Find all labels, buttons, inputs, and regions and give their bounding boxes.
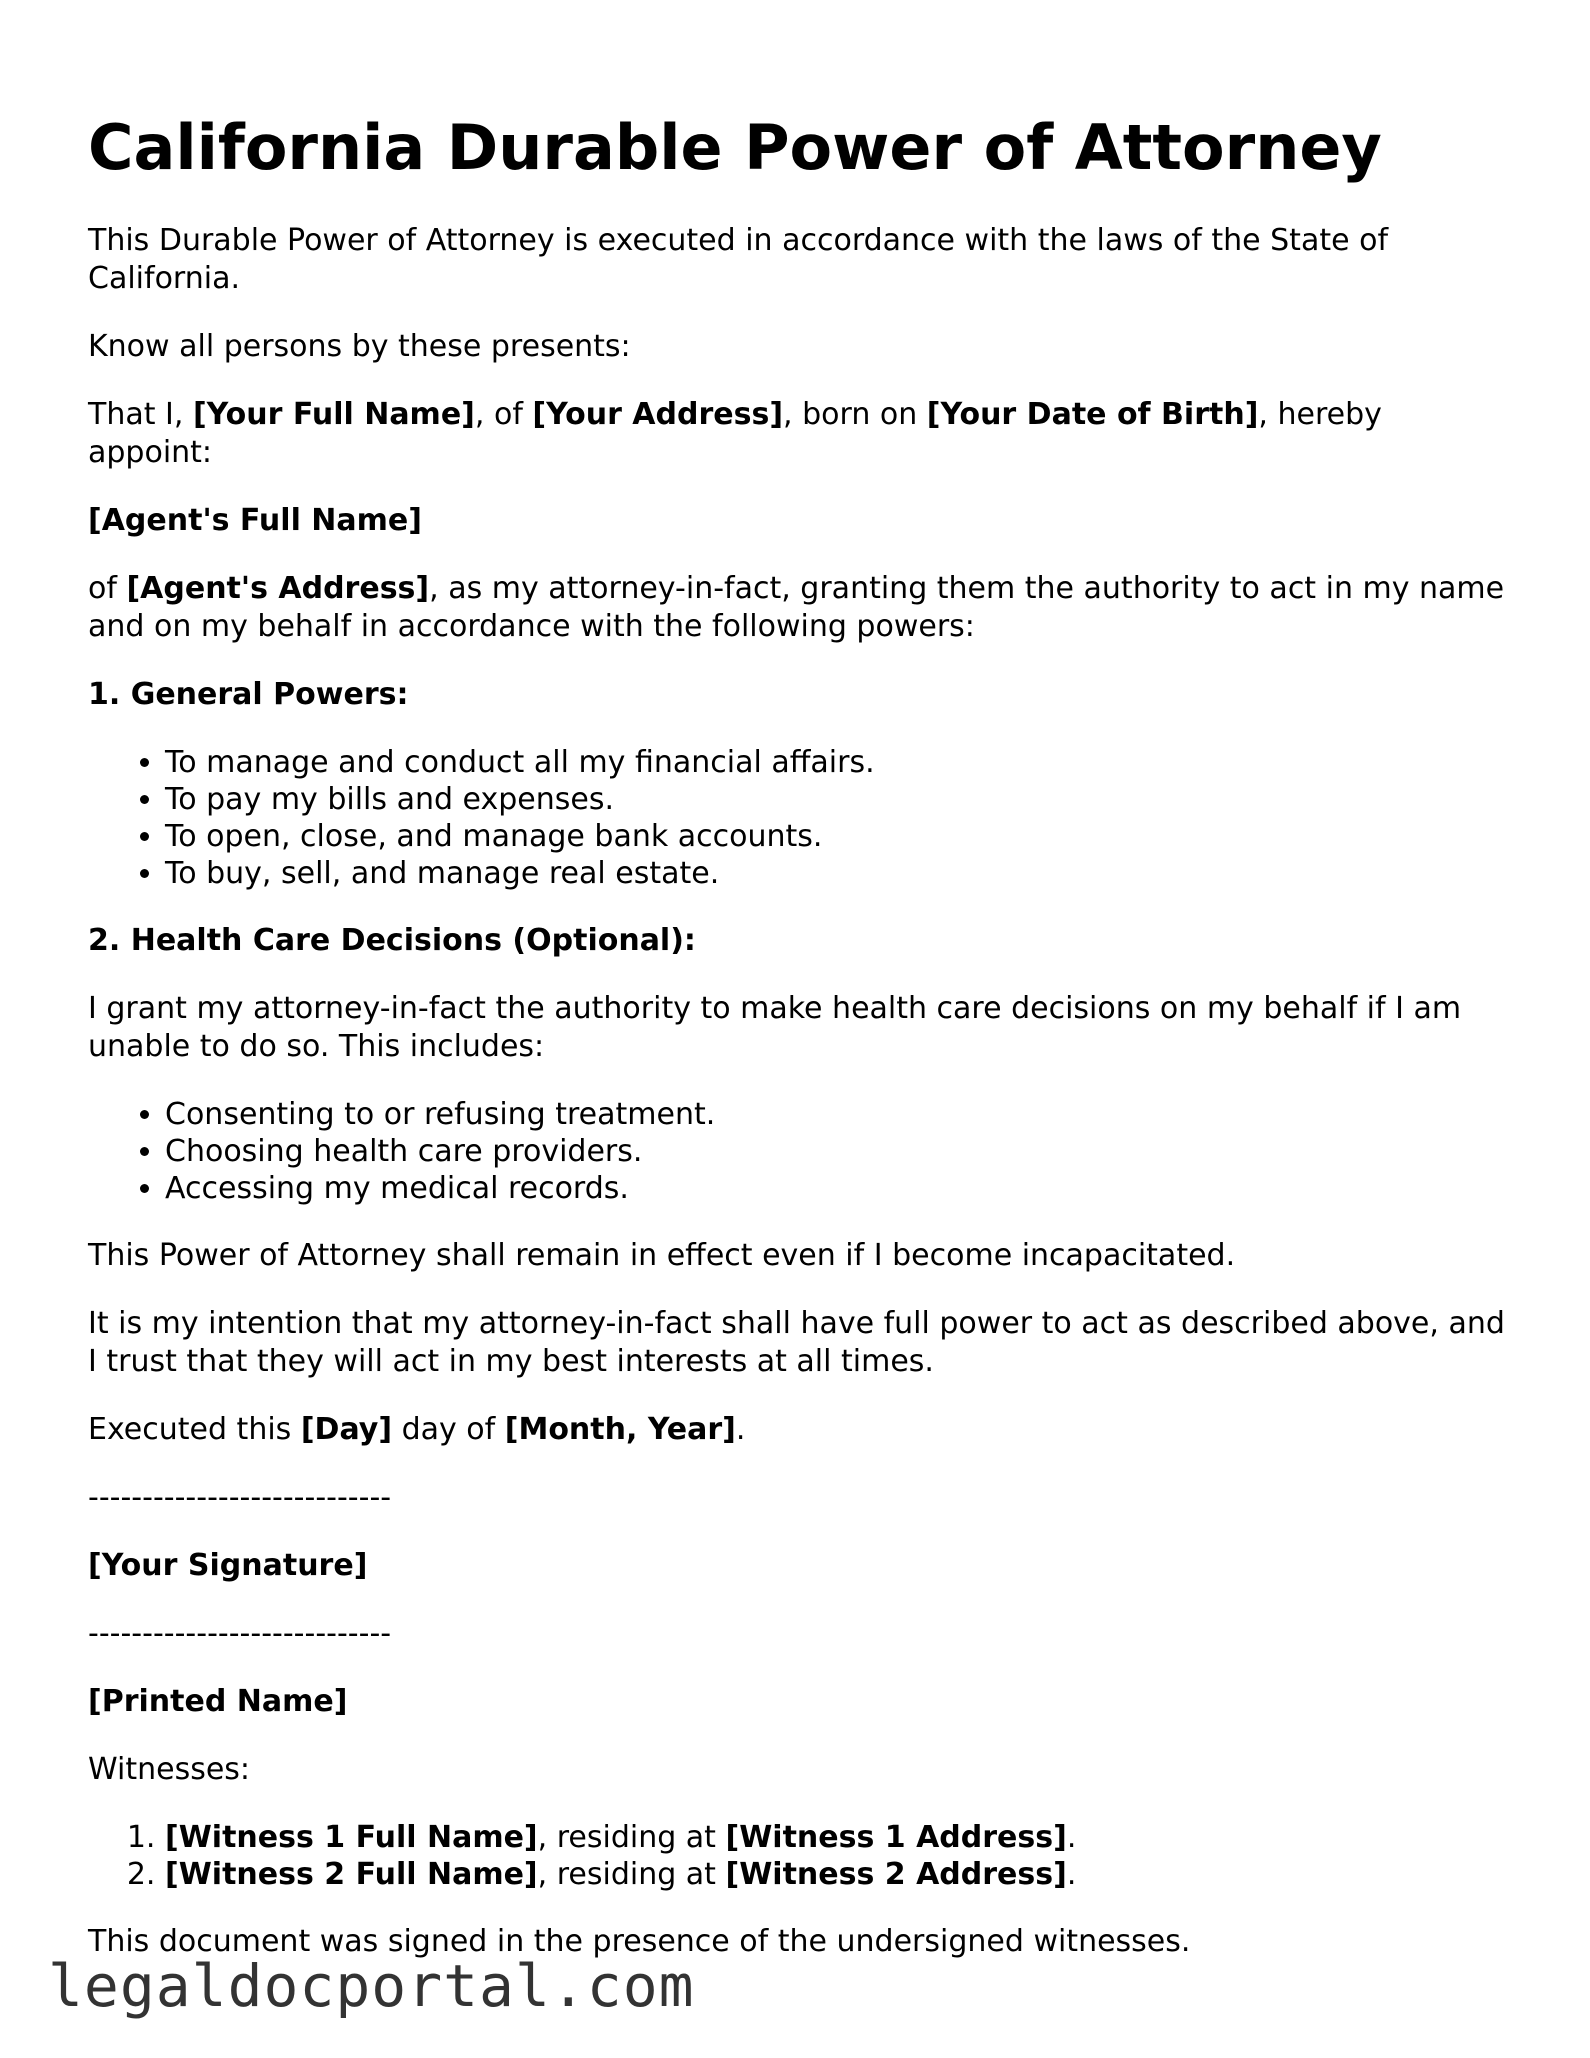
list-item: • To buy, sell, and manage real estate. <box>165 855 1508 892</box>
watermark: legaldocportal.com <box>48 1952 695 2020</box>
agent-paragraph <box>88 570 1508 646</box>
intro-paragraph: This Durable Power of Attorney is executed in accordance with the laws of the State of California. <box>88 223 1389 296</box>
effect-paragraph: This Power of Attorney shall remain in effect even if I become incapacitated. <box>88 1238 1236 1273</box>
know-all-paragraph: Know all persons by these presents: <box>88 329 631 364</box>
general-powers-list <box>88 744 1508 892</box>
closing-paragraph: This document was signed in the presence of the undersigned witnesses. <box>88 1924 1191 1959</box>
month-year-placeholder: [Month, Year] <box>504 1412 736 1447</box>
agent-suffix: , as my attorney-in-fact, granting them the authority to act in my name and on my behalf in accordance with the following powers: <box>88 571 1505 644</box>
printed-name-line: ---------------------------- <box>88 1616 392 1651</box>
printed-name-paragraph <box>88 1683 1508 1721</box>
executed-middle: day of <box>392 1412 505 1447</box>
principal-of: , of <box>474 397 533 432</box>
principal-paragraph <box>88 396 1508 472</box>
witness-end-text: . <box>1066 1820 1077 1855</box>
day-placeholder: [Day] <box>300 1412 393 1447</box>
principal-name-placeholder: [Your Full Name] <box>192 397 475 432</box>
section2-paragraph: I grant my attorney-in-fact the authority to make health care decisions on my behalf if I am unable to do so. This includes: <box>88 991 1462 1064</box>
list-item <box>165 1819 1508 1856</box>
your-signature-placeholder: [Your Signature] <box>88 1548 368 1583</box>
witness-residing-text: , residing at <box>537 1857 726 1892</box>
witness-address-placeholder: [Witness 1 Address] <box>725 1820 1067 1855</box>
your-signature-paragraph <box>88 1547 1508 1585</box>
witness-end-text: . <box>1066 1857 1077 1892</box>
list-item <box>165 1856 1508 1893</box>
section1-heading <box>88 676 1508 714</box>
principal-suffix: , hereby appoint: <box>88 397 1382 470</box>
principal-address-placeholder: [Your Address] <box>532 397 784 432</box>
list-item: • Consenting to or refusing treatment. <box>165 1096 1508 1133</box>
witness-name-placeholder: [Witness 2 Full Name] <box>165 1857 538 1892</box>
witnesses-list <box>88 1819 1508 1893</box>
document-page <box>88 110 1508 1991</box>
executed-suffix: . <box>735 1412 746 1447</box>
principal-prefix: That I, <box>88 397 193 432</box>
printed-name-placeholder: [Printed Name] <box>88 1684 348 1719</box>
list-item: • To pay my bills and expenses. <box>165 781 1508 818</box>
agent-name-placeholder: [Agent's Full Name] <box>88 503 422 538</box>
witness-residing-text: , residing at <box>537 1820 726 1855</box>
section1-heading-text: 1. General Powers: <box>88 677 409 712</box>
list-item: • Accessing my medical records. <box>165 1170 1508 1207</box>
witness-name-placeholder: [Witness 1 Full Name] <box>165 1820 538 1855</box>
witnesses-label: Witnesses: <box>88 1752 251 1787</box>
principal-born: , born on <box>783 397 927 432</box>
document-title: California Durable Power of Attorney <box>88 111 1382 184</box>
list-item: • To manage and conduct all my financial affairs. <box>165 744 1508 781</box>
signature-line: ---------------------------- <box>88 1480 392 1515</box>
list-item: • Choosing health care providers. <box>165 1133 1508 1170</box>
agent-address-placeholder: [Agent's Address] <box>126 571 430 606</box>
executed-paragraph <box>88 1411 1508 1449</box>
list-item: • To open, close, and manage bank accounts. <box>165 818 1508 855</box>
section2-heading-text: 2. Health Care Decisions (Optional): <box>88 923 696 958</box>
principal-dob-placeholder: [Your Date of Birth] <box>926 397 1259 432</box>
agent-prefix: of <box>88 571 127 606</box>
executed-prefix: Executed this <box>88 1412 301 1447</box>
agent-name-paragraph <box>88 502 1508 540</box>
intention-paragraph: It is my intention that my attorney-in-fact shall have full power to act as described above, and I trust that they will act in my best interests at all times. <box>88 1306 1505 1379</box>
witness-address-placeholder: [Witness 2 Address] <box>725 1857 1067 1892</box>
section2-heading <box>88 922 1508 960</box>
health-care-list <box>88 1096 1508 1207</box>
